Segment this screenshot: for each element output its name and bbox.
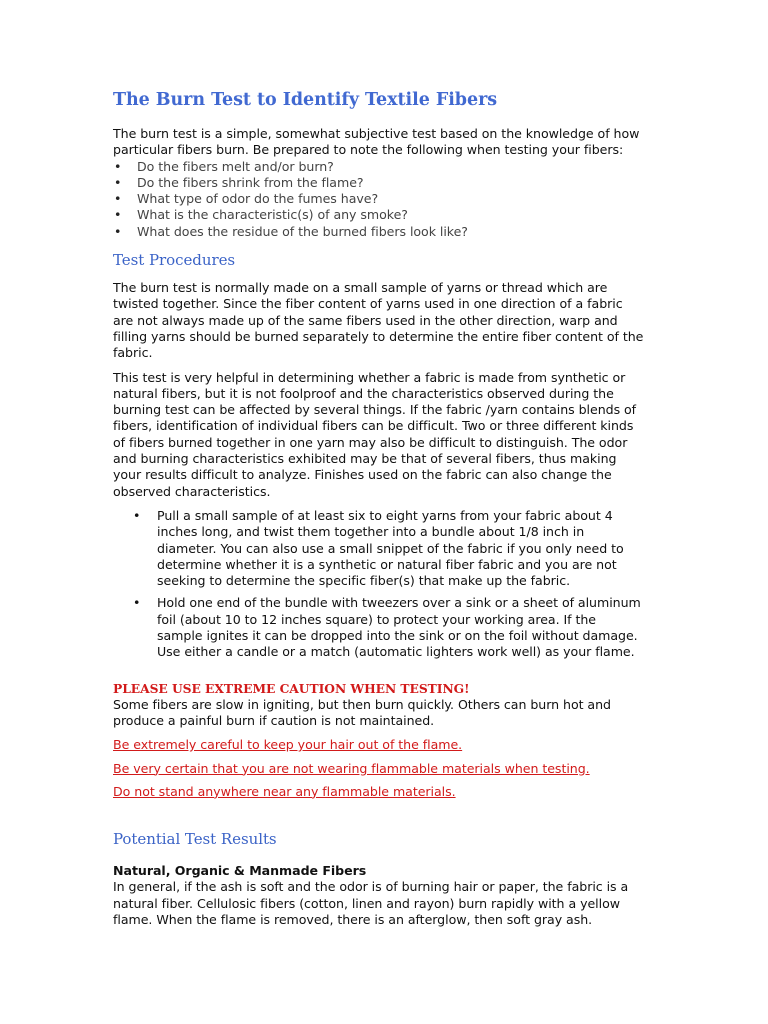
warning-hair: Be extremely careful to keep your hair out of the flame. <box>113 737 463 753</box>
results-paragraph: In general, if the ash is soft and the odor is of burning hair or paper, the fabric is a natural fiber. Cellulosic fibers (cotton, linen and rayon) burn rapidly with a yellow flame. When the flame is removed, there is an afterglow, then soft gray ash. <box>113 879 629 927</box>
list-item: • Do the fibers shrink from the flame? <box>113 175 645 191</box>
list-item: • Hold one end of the bundle with tweezers over a sink or a sheet of aluminum foil (about 10 to 12 inches square) to protect your working area. If the sample ignites it can be dropped into the sink or on the foil without damage. Use either a candle or a match (automatic lighters work well) as your flame. <box>113 595 645 660</box>
section-heading-results: Potential Test Results <box>113 830 277 849</box>
warning-surroundings: Do not stand anywhere near any flammable materials. <box>113 783 456 799</box>
list-item: • What does the residue of the burned fibers look like? <box>113 224 645 240</box>
caution-paragraph: Some fibers are slow in igniting, but then burn quickly. Others can burn hot and produce a painful burn if caution is not maintained. <box>113 696 611 728</box>
procedure-steps <box>113 508 645 661</box>
question-list <box>113 159 645 240</box>
section-heading-procedures: Test Procedures <box>113 251 236 270</box>
page-title: The Burn Test to Identify Textile Fibers <box>113 90 498 110</box>
document-page <box>113 88 645 928</box>
spacer <box>113 807 645 829</box>
intro-paragraph: The burn test is a simple, somewhat subjective test based on the knowledge of how particular fibers burn. Be prepared to note the following when testing your fibers: <box>113 126 640 158</box>
procedures-paragraph-1: The burn test is normally made on a small sample of yarns or thread which are twisted together. Since the fiber content of yarns used in one direction of a fabric are not always made up of the same fibers used in the other direction, warp and filling yarns should be burned separately to determine the entire fiber content of the fabric. <box>113 280 644 361</box>
list-item: • What is the characteristic(s) of any smoke? <box>113 207 645 223</box>
list-item: • Do the fibers melt and/or burn? <box>113 159 645 175</box>
caution-heading: PLEASE USE EXTREME CAUTION WHEN TESTING! <box>113 680 470 696</box>
list-item: • Pull a small sample of at least six to eight yarns from your fabric about 4 inches long, and twist them together into a bundle about 1/8 inch in diameter. You can also use a small snippet of the fabric if you only need to determine whether it is a synthetic or natural fiber fabric and you are not seeking to determine the specific fiber(s) that make up the fabric. <box>113 508 645 589</box>
results-subheading: Natural, Organic & Manmade Fibers <box>113 863 367 879</box>
procedures-paragraph-2: This test is very helpful in determining whether a fabric is made from synthetic or natural fibers, but it is not foolproof and the characteristics observed during the burning test can be affected by several things. If the fabric /yarn contains blends of fibers, identification of individual fibers can be difficult. Two or three different kinds of fibers burned together in one yarn may also be difficult to distinguish. The odor and burning characteristics exhibited may be that of several fibers, thus making your results difficult to analyze. Finishes used on the fabric can also change the observed characteristics. <box>113 369 637 499</box>
list-item: • What type of odor do the fumes have? <box>113 191 645 207</box>
warning-clothing: Be very certain that you are not wearing flammable materials when testing. <box>113 760 590 776</box>
